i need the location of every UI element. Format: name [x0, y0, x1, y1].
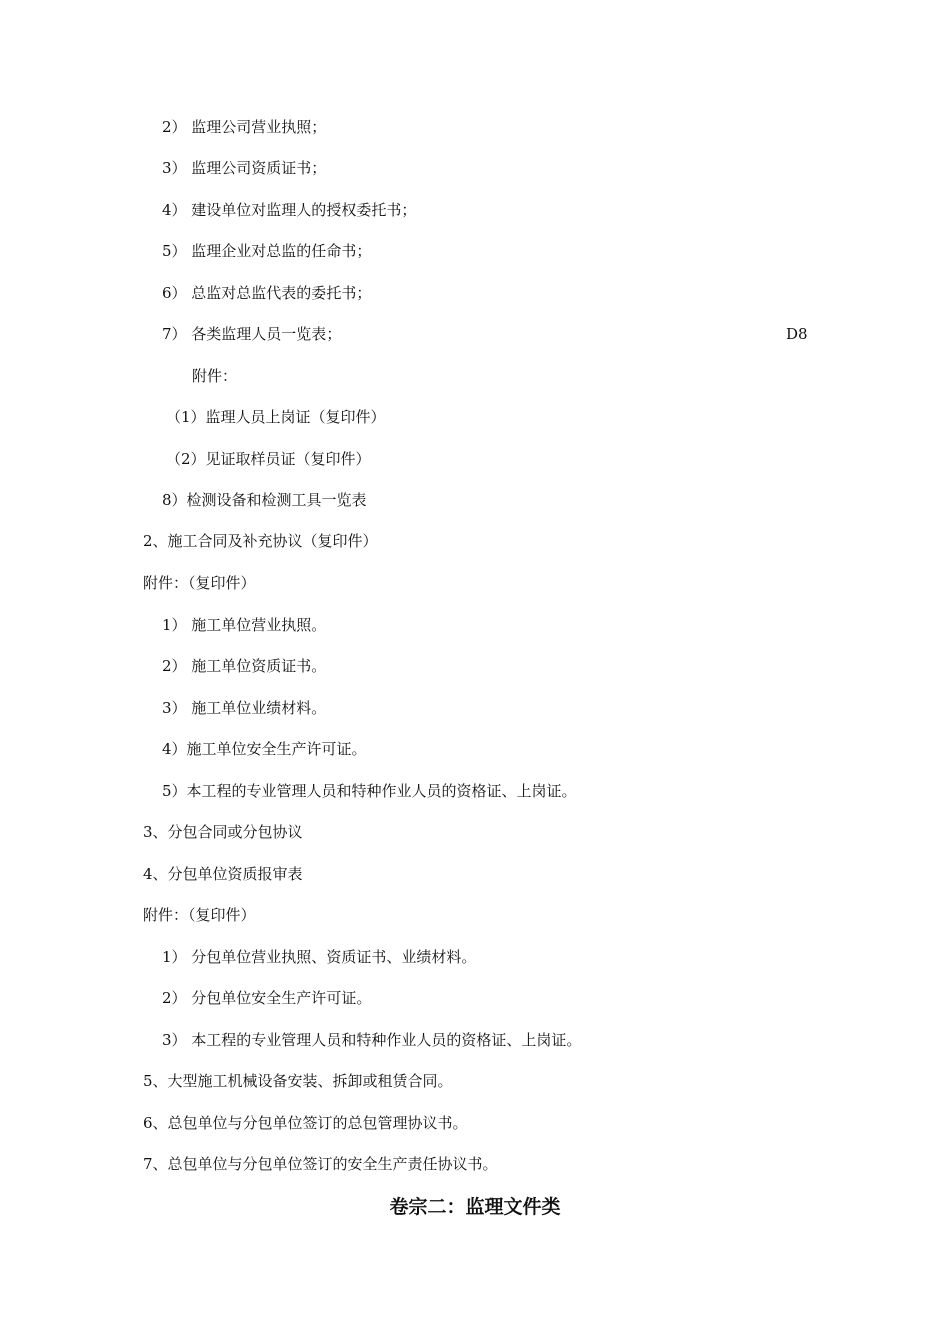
section-item: 6、总包单位与分包单位签订的总包管理协议书。: [143, 1114, 468, 1132]
list-item: 3） 监理公司资质证书；: [162, 159, 327, 177]
list-item: 1） 施工单位营业执照。: [162, 616, 327, 634]
attachment-label: 附件：（复印件）: [143, 574, 256, 592]
list-item: 6） 总监对总监代表的委托书；: [162, 284, 372, 302]
section-item: 3、分包合同或分包协议: [143, 823, 303, 841]
section-item: 7、总包单位与分包单位签订的安全生产责任协议书。: [143, 1155, 498, 1173]
list-item: 2） 监理公司营业执照；: [162, 118, 327, 136]
list-item: 4） 建设单位对监理人的授权委托书；: [162, 201, 417, 219]
list-item: 2） 分包单位安全生产许可证。: [162, 989, 372, 1007]
list-item: （2）见证取样员证（复印件）: [166, 450, 371, 468]
section-heading: 卷宗二：监理文件类: [389, 1196, 561, 1218]
list-item: 7） 各类监理人员一览表；: [162, 325, 342, 343]
section-item: 4、分包单位资质报审表: [143, 865, 303, 883]
list-item: 1） 分包单位营业执照、资质证书、业绩材料。: [162, 948, 477, 966]
list-item: 3） 本工程的专业管理人员和特种作业人员的资格证、上岗证。: [162, 1031, 582, 1049]
list-item: 3） 施工单位业绩材料。: [162, 699, 327, 717]
list-item: 2） 施工单位资质证书。: [162, 657, 327, 675]
attachment-label: 附件：: [192, 367, 238, 385]
list-item: 8）检测设备和检测工具一览表: [162, 491, 367, 509]
section-item: 5、大型施工机械设备安装、拆卸或租赁合同。: [143, 1072, 453, 1090]
list-item: （1）监理人员上岗证（复印件）: [166, 408, 386, 426]
list-item: 5）本工程的专业管理人员和特种作业人员的资格证、上岗证。: [162, 782, 577, 800]
list-item: 4）施工单位安全生产许可证。: [162, 740, 367, 758]
attachment-label: 附件：（复印件）: [143, 906, 256, 924]
section-item: 2、施工合同及补充协议（复印件）: [143, 532, 378, 550]
margin-code: D8: [786, 325, 808, 343]
list-item: 5） 监理企业对总监的任命书；: [162, 242, 372, 260]
